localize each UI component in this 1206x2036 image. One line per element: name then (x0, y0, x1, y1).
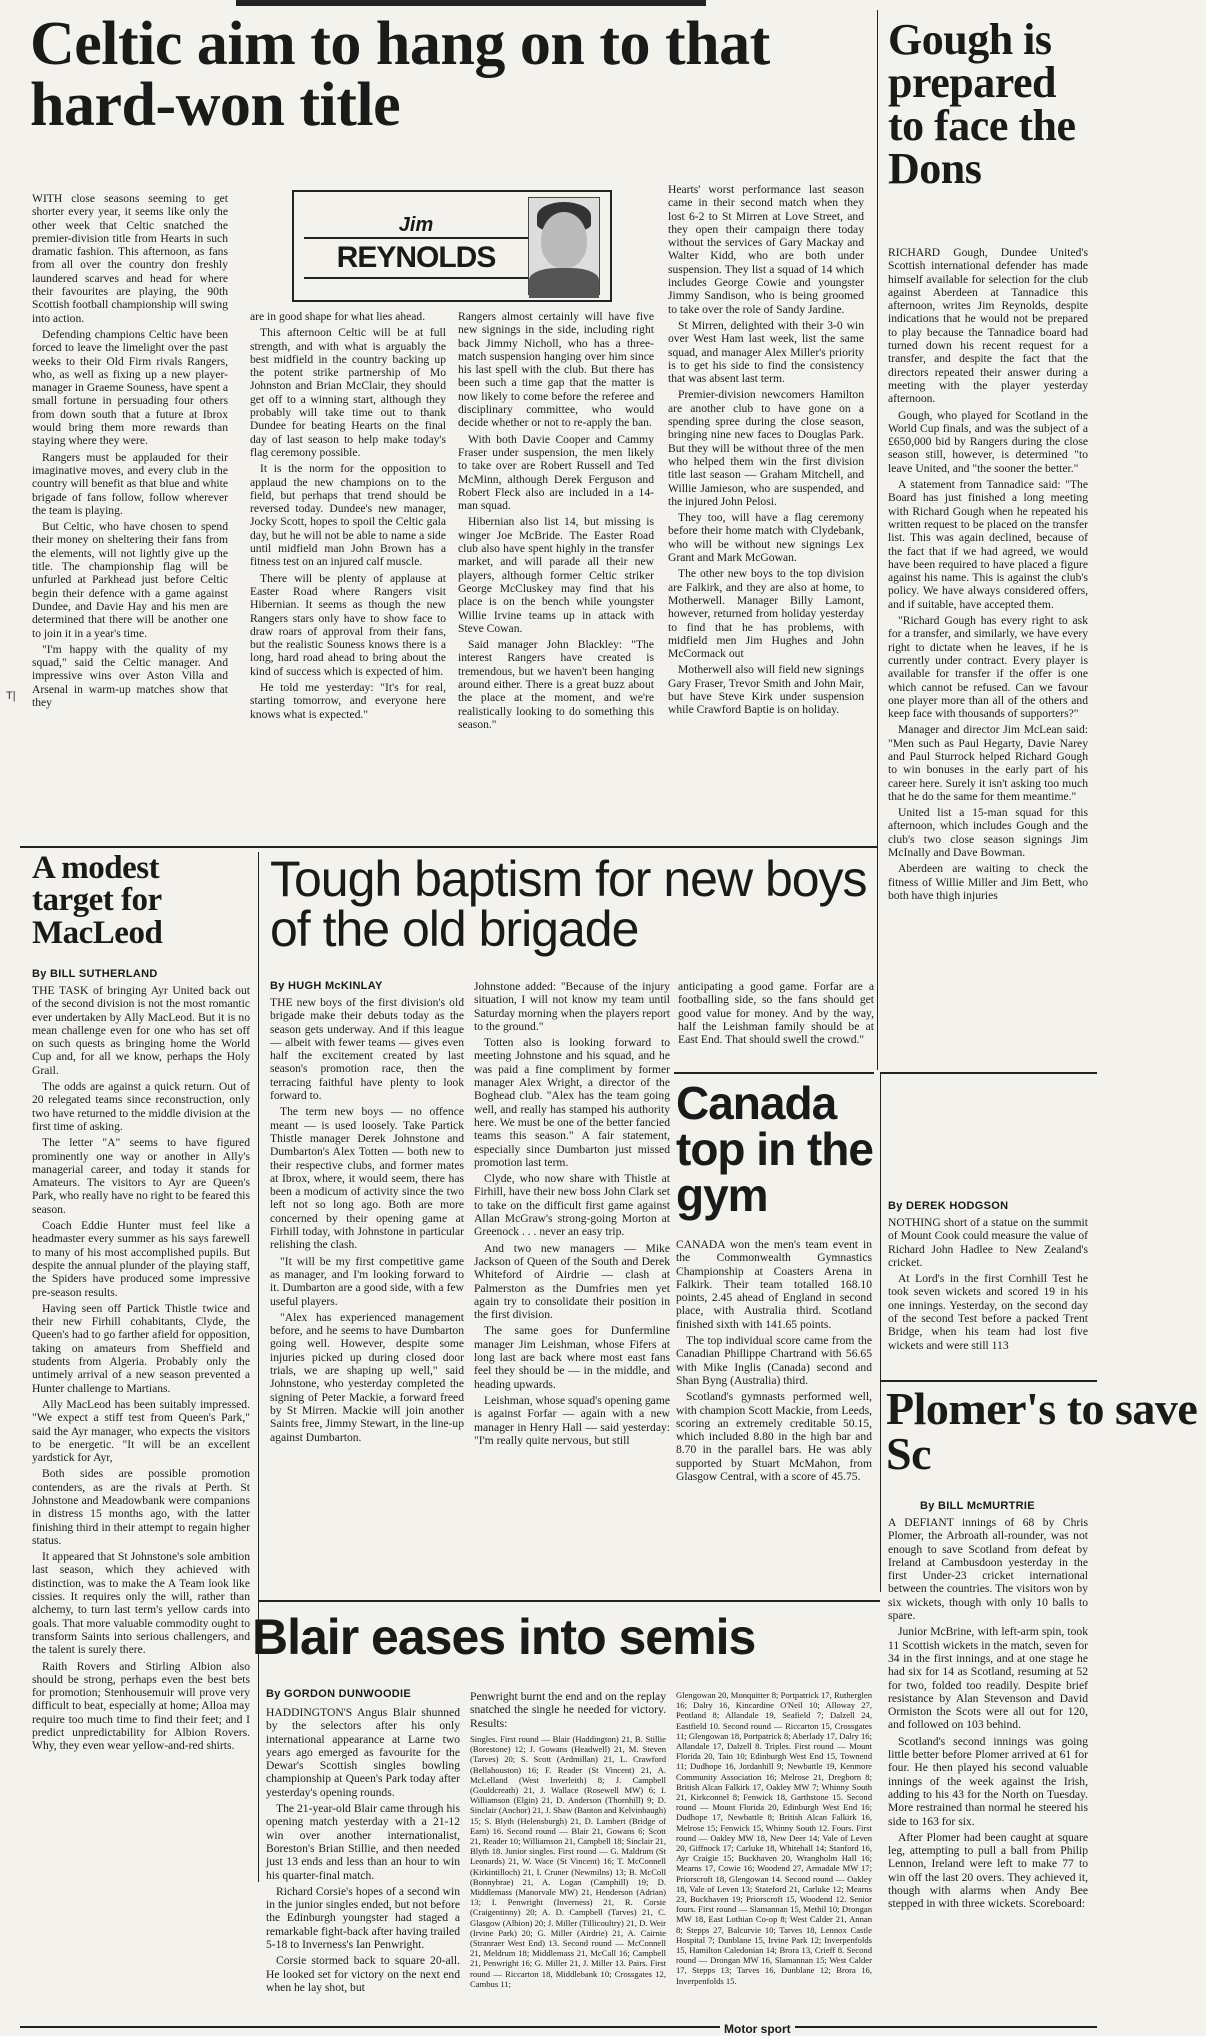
author-last-name: REYNOLDS (304, 237, 528, 279)
headline-blair: Blair eases into semis (252, 1609, 756, 1665)
canada-top-rule (674, 1072, 874, 1074)
mid-rule (20, 846, 877, 848)
byline-macleod: By BILL SUTHERLAND (32, 968, 158, 980)
baptism-column-2: Johnstone added: "Because of the injury situation, I will not know my team until Saturday morning when the players report to the ground." Totten also is looking forward to meeting Johnstone and his squad, and he was paid a fine compliment by former manager Alex Wright, a director of the Boghead club. "Alex has the team going well, and really has stamped his authority here. We must be one of the better fancied teams this season." A fair statement, especially since Dumbarton just missed promotion last term. Clyde, who now share with Thistle at Firhill, have their new boss John Clark set to take on the difficult first game against Allan McGraw's strong-going Morton at Greenock . . . never an easy trip. And two new managers — Mike Jackson of Queen of the South and Derek Whiteford of Airdrie — clash at Palmerston as the Dumfries men yet again try to consolidate their position in the first division. The same goes for Dunfermline manager Jim Leishman, whose Fifers at long last are back where most east fans feel they should be — in the middle, and heading upwards. Leishman, whose squad's opening game is against Forfar — again with a new manager in Henry Hall — said yesterday: "I'm really quite nervous, but still (474, 980, 670, 1447)
results-list-2: Glengowan 20, Monquitter 8; Portpatrick 17, Rutherglen 16; Dalry 16, Kincardine O'Neil 10; Alloway 27, Pentland 8; Allandale 19, Seafield 7; Dalzell 24, Eastfield 10. Second round — Riccarton 15, Crossgates 11; Glengowan 18, Portpatrick 8; Aberlady 17, Dalry 16; Allandale 17, Dalzell 8. Triples. First round — Mount Florida 20, Tain 10; Edinburgh West End 15, Townend 11; Dudhope 16, Jordanhill 9; Newbattle 19, Kenmore Community Association 16; Melrose 21, Dregborn 8; British Alcan Falkirk 17, Oakley MW 7; Whinny South 21, Kirkconnel 8; Fenwick 18, Garthstone 15. Second round — Mount Florida 20, Edinburgh West End 16; Dudhope 17, Newbattle 8; British Alcan Falkirk 16, Melrose 15; Fenwick 15, Whinny South 12. Fours. First round — Oakley MW 18, New Deer 14; Vale of Leven 20, Giffnock 17; Carluke 18, Whitehall 14; Stanford 16, Ayr Craigie 15; Buckhaven 20, Wrangholm Hall 16; Mearns 17, Cowie 16; Woodend 27, Armadale MW 17; Priorscroft 18, Glengowan 14. Second round — Oakley 18, Vale of Leven 13; Stateford 21, Carluke 12; Mearns 23, Buckhaven 19; Priorscroft 15, Woodend 12. Senior fours. First round — Slamannan 15, Methil 10; Drongan MW 18, East Lothian Co-op 8; West Calder 21, Annan 8; Stepps 27, Balcurvie 10; Tarves 18, Lennox Castle Hospital 7; Dunblane 15, Irvine Park 12; Inverpenfolds 15, Hamilton Caledonian 14; Brora 13, Crieff 8. Second round — Drongan MW 16, Slamannan 15; West Calder 17, Stepps 13; Tarves 16, Dunblane 12; Brora 16, Inverpenfolds 15. (676, 1690, 872, 1986)
hadlee-column: NOTHING short of a statue on the summit of Mount Cook could measure the value of Richard John Hadlee to New Zealand's cricket. At Lord's in the first Cornhill Test he took seven wickets and scored 19 in his one innings. Yesterday, on the second day of the second Test before a packed Trent Bridge, when his team had lost five wickets and were still 113 (888, 1216, 1088, 1352)
headline-baptism: Tough baptism for new boys of the old brigade (270, 851, 867, 957)
byline-hadlee: By DEREK HODGSON (888, 1200, 1009, 1212)
macleod-column: THE TASK of bringing Ayr United back out of the second division is not the most romantic ever undertaken by Ally MacLeod. But it is no mean challenge even for one who has set off on such quests as bringing home the World Cup and, for all we know, perhaps the Holy Grail. The odds are against a quick return. Out of 20 relegated teams since reconstruction, only two have returned to the middle division at the first time of asking. The letter "A" seems to have figured prominently one way or another in Ally's managerial career, and today it stands for Amateurs. The visitors to Ayr are Queen's Park, who really have no right to be feared this season. Coach Eddie Hunter must feel like a headmaster every summer as his says farewell to many of his most accomplished pupils. But despite the annual plunder of the playing staff, the Spiders have produced some impressive pre-season results. Having seen off Partick Thistle twice and their new Firhill cohabitants, Clyde, the Queen's had to go farther afield for opposition, taking on amateurs from Sheffield and students from Algeria. Probably only the untimely arrival of a new season prevented a Hunter challenge to Martians. Ally MacLeod has been suitably impressed. "We expect a stiff test from Queen's Park," said the Ayr manager, who expects the visitors to be energetic. "It will be an excellent yardstick for Ayr, Both sides are possible promotion contenders, as are the rivals at Perth. St Johnstone and Meadowbank were companions in distress 15 months ago, with the latter finishing third in their attempt to regain higher status. It appeared that St Johnstone's sole ambition last season, which they achieved with distinction, was to make the A Team look like cissies. It requires only the will, rather than alchemy, to turn last term's yellow cards into goals. That more valuable commodity ought to transform Saints into serious challengers, and the talent is surely there. Raith Rovers and Stirling Albion also should be strong, perhaps even the best bets for promotion; Stenhousemuir will prove very difficult to beat, especially at home; Alloa may require too much time to find their feet; and I predict unpredictability for Albion Rovers. Why, they even wear yellow-and-red shirts. (32, 984, 250, 1753)
author-name (304, 214, 528, 279)
celtic-column-1: WITH close seasons seeming to get shorter every year, it seems like only the other week that Celtic snatched the premier-division title from Hearts in such dramatic fashion. This afternoon, as fans from all over the country don freshly laundered scarves and head for where their favourites are playing, the 90th Scottish football championship will swing into action. Defending champions Celtic have been forced to leave the limelight over the past weeks to their Old Firm rivals Rangers, who, as well as fixing up a new player-manager in Graeme Souness, have spent a small fortune in persuading four others from down south that a future at Ibrox would bring them more rewards than staying where they were. Rangers must be applauded for their imaginative moves, and every club in the country will benefit as that blue and white brigade of fans follow, follow wherever the team is playing. But Celtic, who have chosen to spend their money on sheltering their fans from the elements, will not lightly give up the title. The championship flag will be unfurled at Parkhead just before Celtic begin their defence with a game against Dundee, and Davie Hay and his men are determined that there will be another one to join it in a year's time. "I'm happy with the quality of my squad," said the Celtic manager. And impressive wins over Aston Villa and Arsenal in warm-up matches show that they (32, 192, 228, 709)
baptism-column-1: THE new boys of the first division's old brigade make their debuts today as the season gets underway. And if this league — albeit with fewer teams — gives even half the excitement created by last season's promotion race, then the terracing faithful have plenty to look forward to. The term new boys — no offence meant — is used loosely. Take Partick Thistle manager Derek Johnstone and Dumbarton's Alex Totten — both new to their respective clubs, and former mates at Ibrox, where, it would seem, there has been a modicum of activity since the two left not so long ago. Both are more concerned by their opening game at Firhill today, with Johnstone in particular relishing the clash. "It will be my first competitive game as manager, and I'm looking forward to it. Dumbarton are a good side, with a few useful players. "Alex has experienced management before, and he seems to have Dumbarton going well. However, despite some injuries picked up during closed door trials, we are shaping up well," said Johnstone, who yesterday completed the signing of Peter Mackie, a forward freed by St Mirren. Mackie will join another Saints free, Jimmy Stewart, in the line-up against Dumbarton. (270, 996, 464, 1444)
gough-column: RICHARD Gough, Dundee United's Scottish international defender has made himself available for selection for the club against Aberdeen at Tannadice this afternoon, writes Jim Reynolds, despite indications that he would not be prepared to play because the Tannadice board had turned down his recent request for a transfer, and despite the fact that the directors repeated their answer during a meeting with the player yesterday afternoon. Gough, who played for Scotland in the World Cup finals, and was the subject of a £650,000 bid by Rangers during the close season still, however, is determined "to leave United, and "the sooner the better." A statement from Tannadice said: "The Board has just finished a long meeting with Richard Gough when he repeated his written request to be placed on the transfer list. This was again declined, because of the fact that if we had agreed, we would have been required to have placed a figure against his name. This is against the club's policy. We have always considered offers, and if suitable, have accepted them. "Richard Gough has every right to ask for a transfer, and similarly, we have every right to dictate when he leaves, if he is currently under contract. Every player is available for transfer if the offer is one which cannot be refused. Can we favour one player more than all of the others and keep face with thousands of supporters?" Manager and director Jim McLean said: "Men such as Paul Hegarty, Davie Narey and Paul Sturrock helped Richard Gough to win bonuses in the early part of his career here. Surely it isn't asking too much that he do the same for them meantime." United list a 15-man squad for this afternoon, which includes Gough and the club's two close season signings Jim McInally and Dave Bowman. Aberdeen are waiting to check the fitness of Willie Miller and Jim Bett, who both have thigh injuries (888, 246, 1088, 902)
bottom-rule (20, 2026, 1097, 2028)
footer-motor-sport: Motor sport (720, 2022, 795, 2036)
headline-gough: Gough is prepared to face the Dons (888, 15, 1076, 194)
headline-celtic: Celtic aim to hang on to that hard-won title (30, 10, 770, 139)
baptism-column-3: anticipating a good game. Forfar are a footballing side, so the fans should get good value for money. And by the way, half the Leishman family should be at East End. That should swell the crowd." (678, 980, 874, 1047)
hadlee-top-rule (880, 1072, 1097, 1074)
blair-column-1: HADDINGTON'S Angus Blair shunned by the selectors after his only international appearance at Larne two years ago emerged as favourite for the Dewar's Scottish singles bowling championship at Queen's Park today after yesterday's opening rounds. The 21-year-old Blair came through his opening match yesterday with a 21-12 win over another internationalist, Boreston's Brian Stillie, and then needed just 13 ends and less than an hour to win his quarter-final match. Richard Corsie's hopes of a second win in the junior singles ended, but not before the Edinburgh youngster had staged a remarkable fight-back after having trailed 5-18 to Inverness's Ian Penwright. Corsie stormed back to square 20-all. He looked set for victory on the next end when he lay shot, but (266, 1706, 460, 1994)
celtic-column-2: are in good shape for what lies ahead. This afternoon Celtic will be at full strength, and with what is arguably the best midfield in the country backing up the potent strike partnership of Mo Johnston and Brian McClair, they should get off to a winning start, although they probably will take time out to thank Dundee for beating Hearts on the final day of last season to help make today's flag ceremony possible. It is the norm for the opposition to applaud the new champions on to the field, but perhaps that trend should be reversed today. Dundee's new manager, Jocky Scott, hopes to spoil the Celtic gala day, but he will not be able to name a side until midfield man John Brown has a fitness test on an injured calf muscle. There will be plenty of applause at Easter Road where Rangers visit Hibernian. It seems as though the new Rangers stars only have to show face to draw roars of approval from their fans, but the realistic Souness knows there is a long, hard road ahead to bring about the kind of success which is expected of him. He told me yesterday: "It's for real, starting tomorrow, and everyone here knows what is expected." (250, 310, 446, 721)
plomer-top-rule (880, 1380, 1097, 1382)
margin-mark: T| (6, 690, 16, 702)
blair-column-2: Penwright burnt the end and on the replay snatched the single he needed for victory. Results: Singles. First round — Blair (Haddington) 21, B. Stillie (Borestone) 12; J. Gowans (Headwell) 21, M. Steven (Tarves) 20; S. Scott (Ardmillan) 21, L. Crawford (Bellahouston) 16; F. Reader (St Vincent) 21, A. McLelland (West Inverleith) 8; J. Campbell (Gouldcreath) 21, J. Wallace (Rosewell MW) 6; I. Williamson (Elgin) 21, D. Anderson (Thornhill) 9; D. Sinclair (Anchor) 21, J. Shaw (Banton and Kelvinhaugh) 15; S. Blyth (Helensburgh) 21, D. Lambert (Bridge of Earn) 16. Second round — Blair 21, Gowans 6; Scott 21, Reader 10; Williamson 21, Campbell 18; Sinclair 21, Blyth 18. Junior singles. First round — G. Maldrum (St Leonards) 21, W. Wace (St Vincent) 16; T. McConnell (Kirkintilloch) 21, I. Cruner (Newmilns) 13; B. McColl (Bonnybrae) 21, A. Logan (Camphill) 19; D. Middlemass (Manorvale MW) 21, Henderson (Adrian) 13; I. Penwright (Inverness) 21, R. Corsie (Craigentinny) 20; A. D. Campbell (Tarves) 21, C. Glasgow (Albion) 20; J. Miller (Tillicoultry) 21, D. Weir (Irvine Park) 20; G. Miller (Airdrie) 21, A. Cairnie (Stranraer West End) 13. Second round — McConnell 21, Meldrum 18; Middlemass 21, McCall 16; Campbell 21, Penwright 16; G. Miller 21, J. Miller 13. Pairs. First round — Riccarton 18, Middlebank 10; Crossgates 12, Cambus 11; (470, 1690, 666, 1989)
macleod-divider (258, 852, 259, 1882)
byline-baptism: By HUGH McKINLAY (270, 980, 383, 992)
plomer-headline-wrap (886, 1383, 1198, 1496)
byline-blair: By GORDON DUNWOODIE (266, 1688, 412, 1700)
blair-top-rule (258, 1600, 880, 1602)
author-box-reynolds (292, 190, 612, 302)
headline-plomer: Plomer's to save Sc (886, 1383, 1198, 1480)
headline-canada: Canada top in the gym (676, 1077, 873, 1221)
canada-column: CANADA won the men's team event in the Commonwealth Gymnastics Championship at Coasters Arena in Falkirk. Their team totalled 168.10 points, 2.45 ahead of England in second place, with Australia third. Scotland finished sixth with 141.65 points. The top individual score came from the Canadian Phillippe Chartrand with 56.65 with Mike Inglis (Canada) second and Shan Byng (Australia) third. Scotland's gymnasts performed well, with champion Scott Mackie, from Leeds, scoring an extremely creditable 50.15, which included 8.80 in the high bar and 8.70 in the parallel bars. He was ably supported by Stuart McMahon, from Glasgow Central, with a score of 45.75. (676, 1238, 872, 1484)
results-list-1: Singles. First round — Blair (Haddington) 21, B. Stillie (Borestone) 12; J. Gowans (Headwell) 21, M. Steven (Tarves) 20; S. Scott (Ardmillan) 21, L. Crawford (Bellahouston) 16; F. Reader (St Vincent) 21, A. McLelland (West Inverleith) 8; J. Campbell (Gouldcreath) 21, J. Wallace (Rosewell MW) 6; I. Williamson (Elgin) 21, D. Anderson (Thornhill) 9; D. Sinclair (Anchor) 21, J. Shaw (Banton and Kelvinhaugh) 15; S. Blyth (Helensburgh) 21, D. Lambert (Bridge of Earn) 16. Second round — Blair 21, Gowans 6; Scott 21, Reader 10; Williamson 21, Campbell 18; Sinclair 21, Blyth 18. Junior singles. First round — G. Maldrum (St Leonards) 21, W. Wace (St Vincent) 16; T. McConnell (Kirkintilloch) 21, I. Cruner (Newmilns) 13; B. McColl (Bonnybrae) 21, A. Logan (Camphill) 19; D. Middlemass (Manorvale MW) 21, Henderson (Adrian) 13; I. Penwright (Inverness) 21, R. Corsie (Craigentinny) 20; A. D. Campbell (Tarves) 21, C. Glasgow (Albion) 20; J. Miller (Tillicoultry) 21, D. Weir (Irvine Park) 20; G. Miller (Airdrie) 21, A. Cairnie (Stranraer West End) 13. Second round — McConnell 21, Meldrum 18; Middlemass 21, McCall 16; Campbell 21, Penwright 16; G. Miller 21, J. Miller 13. Pairs. First round — Riccarton 18, Middlebank 10; Crossgates 12, Cambus 11; (470, 1733, 666, 1989)
author-portrait (528, 197, 600, 295)
celtic-column-4: Hearts' worst performance last season came in their second match when they lost 6-2 to St Mirren at Love Street, and they open their campaign there today without the services of Gary Mackay and Walter Kidd, who are both under suspension. They list a squad of 14 which includes George Cowie and youngster Jimmy Sandison, who is being groomed to take over the role of Sandy Jardine. St Mirren, delighted with their 3-0 win over West Ham last week, list the same squad, and manager Alex Miller's priority is to get his side to find the consistency that was absent last term. Premier-division newcomers Hamilton are another club to have gone on a spending spree during the close season, bringing nine new faces to Douglas Park. But they will be without three of the men who helped them win the first division title last season — Graham Mitchell, and Willie Jamieson, who are suspended, and the injured John Pelosi. They too, will have a flag ceremony before their home match with Clydebank, who will be without new signings Lex Grant and Mark McGowan. The other new boys to the top division are Falkirk, and they are also at home, to Motherwell. Manager Billy Lamont, however, returned from holiday yesterday to find that he has problems, with midfield men Jim Hughes and John McCormack out Motherwell also will field new signings Gary Fraser, Trevor Smith and John Mair, but have Steve Kirk under suspension while Crawford Baptie is on holiday. (668, 183, 864, 717)
gough-divider (877, 10, 878, 1070)
top-rule (236, 0, 706, 6)
celtic-column-3: Rangers almost certainly will have five new signings in the side, including right back Jimmy Nicholl, who has a three-match suspension hanging over him since his last spell with the club. But there has been such a time gap that the matter is now likely to come before the referee and disciplinary committee, who would decide whether or not to re-apply the ban. With both Davie Cooper and Cammy Fraser under suspension, the men likely to take over are Robert Russell and Ted McMinn, although Derek Ferguson and Robert Fleck also are included in a 14-man squad. Hibernian also list 14, but missing is winger Joe McBride. The Easter Road club also have spent highly in the transfer market, and will parade all their new players, although former Celtic striker George McCluskey may find that his place is on the bench while youngster Willie Irvine teams up in attack with Steve Cowan. Said manager John Blackley: "The interest Rangers have created is tremendous, but we haven't been hanging around either. There is a great buzz about the place at the moment, and we're realistically looking to do something this season." (458, 310, 654, 731)
byline-plomer: By BILL McMURTRIE (920, 1500, 1035, 1512)
author-first-name: Jim (398, 213, 434, 236)
plomer-column: A DEFIANT innings of 68 by Chris Plomer, the Arbroath all-rounder, was not enough to save Scotland from defeat by Ireland at Cambusdoon yesterday in the first Under-23 cricket international between the countries. The visitors won by six wickets, though with only 10 balls to spare. Junior McBrine, with left-arm spin, took 11 Scottish wickets in the match, seven for 34 in the first innings, and at one stage he had six for 14 as Scotland, resuming at 52 for two, folded too readily. Despite brief resistance by Alan Stevenson and David Ormiston the Scots were all out for 120, and followed on 103 behind. Scotland's second innings was going little better before Plomer arrived at 61 for four. He then played his second valuable innings of the week against the Irish, adding to his 43 for the North on Tuesday. More restrained than normal he steered his side to 163 for six. After Plomer had been caught at square leg, attempting to pull a ball from Philip Lennon, Ireland were left to make 77 to win off the last 20 overs. They achieved it, though with alarms when Andy Bee stepped in with three wickets. Scoreboard: (888, 1516, 1088, 1911)
headline-macleod: A modest target for MacLeod (32, 850, 163, 951)
hadlee-divider (880, 1072, 881, 1592)
